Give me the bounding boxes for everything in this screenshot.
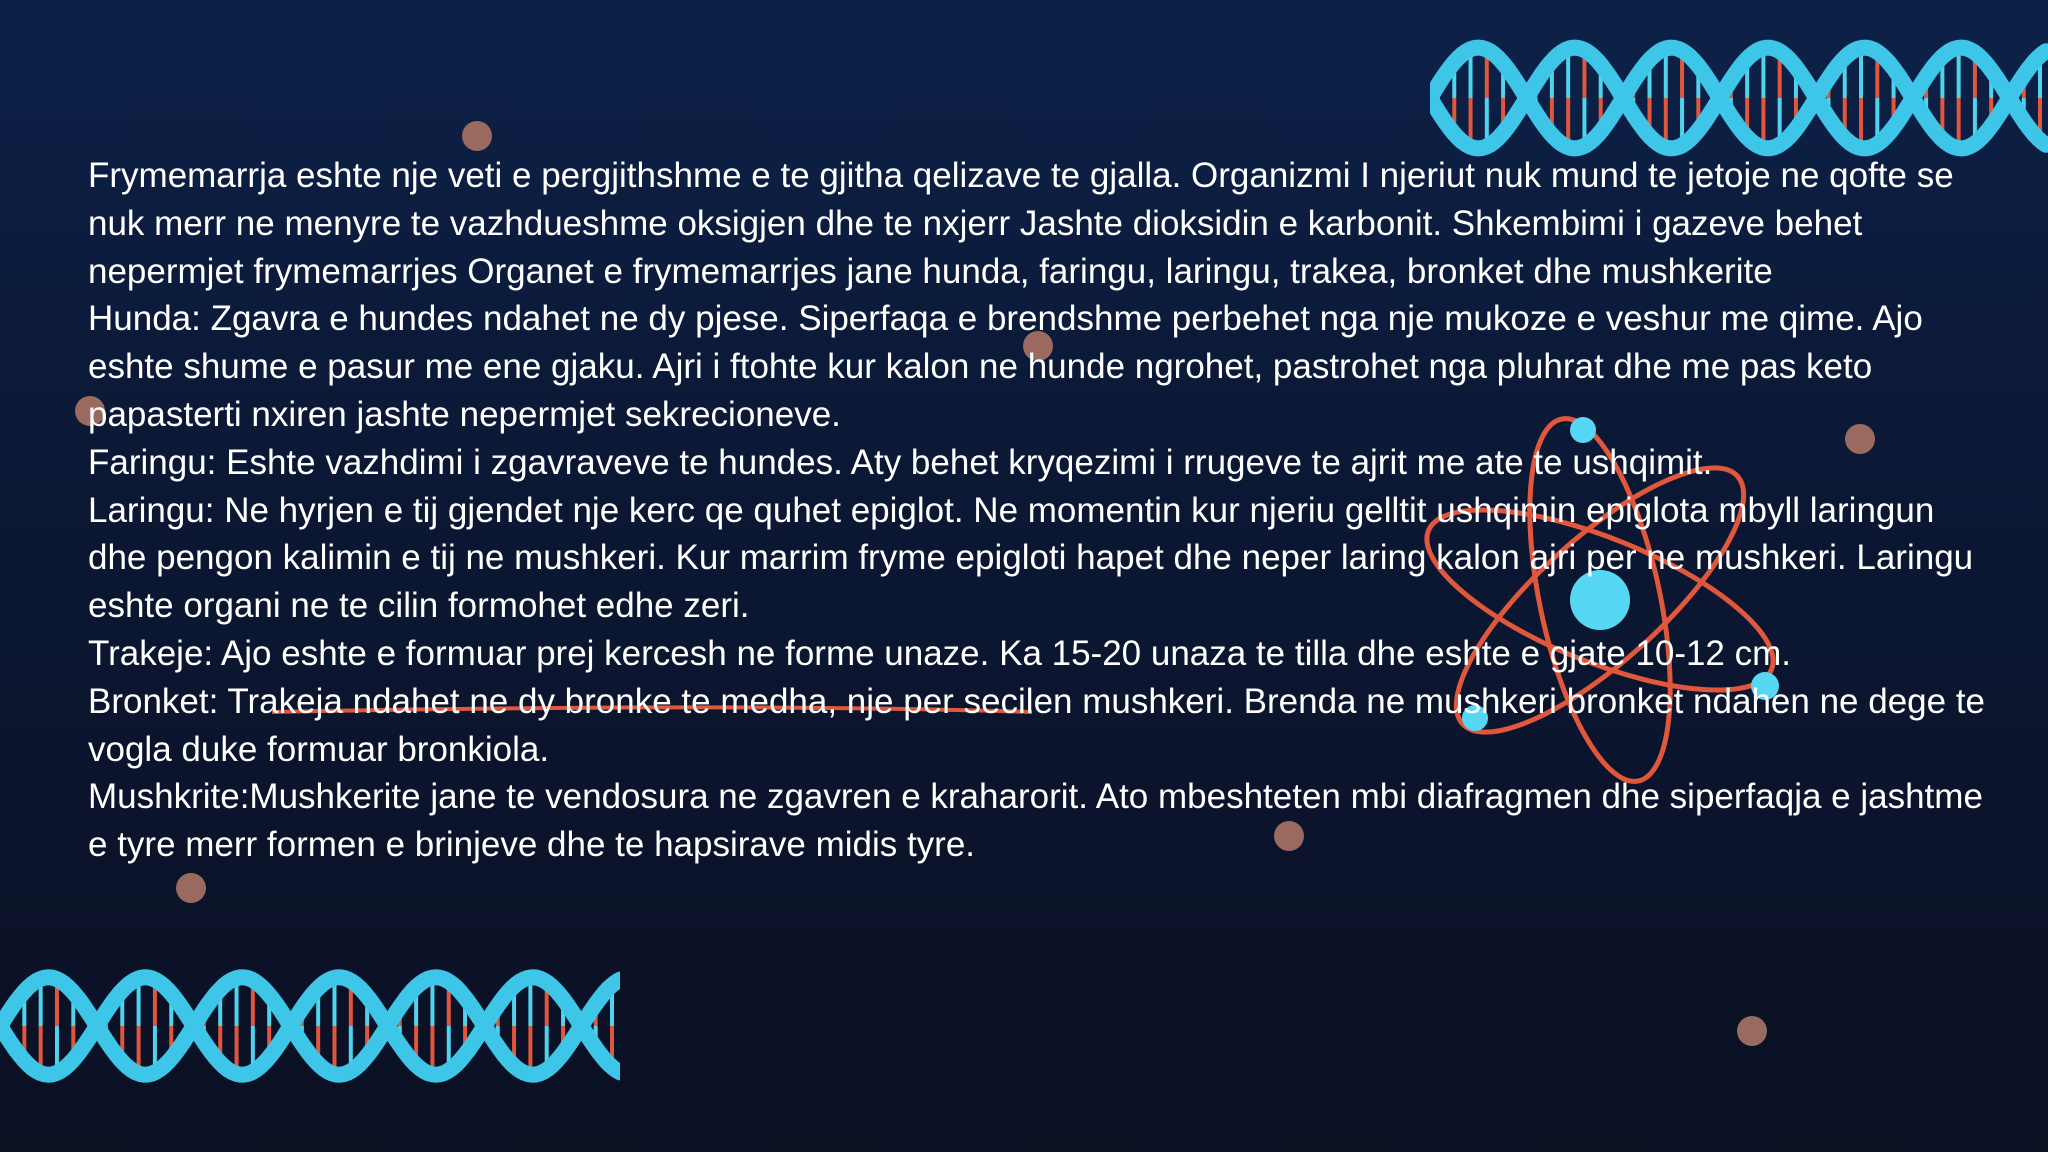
paragraph-faringu: Faringu: Eshte vazhdimi i zgavraveve te hundes. Aty behet kryqezimi i rrugeve te ajrit me ate te ushqimit. xyxy=(88,442,1713,482)
decorative-dot xyxy=(176,873,206,903)
paragraph-intro: Frymemarrja eshte nje veti e pergjithshme e te gjitha qelizave te gjalla. Organizmi I njeriut nuk mund te jetoje ne qofte se nuk merr ne menyre te vazhdueshme oksigjen dhe te nxjerr Jashte dioksidin e karbonit. Shkembimi i gazeve behet nepermjet frymemarrjes Organet e frymemarrjes jane hunda, faringu, laringu, trakea, bronket dhe mushkerite xyxy=(88,156,1954,291)
decorative-dot xyxy=(1737,1016,1767,1046)
paragraph-bronket: Bronket: Trakeja ndahet ne dy bronke te medha, nje per secilen mushkeri. Brenda ne mushkeri bronket ndahen ne dege te vogla duke formuar bronkiola. xyxy=(88,681,1986,769)
paragraph-mushkrite: Mushkrite:Mushkerite jane te vendosura ne zgavren e kraharorit. Ato mbeshteten mbi diafragmen dhe siperfaqja e jashtme e tyre merr formen e brinjeve dhe te hapsirave midis tyre. xyxy=(88,777,1983,865)
dna-icon xyxy=(1430,38,2048,158)
paragraph-trakeje: Trakeje: Ajo eshte e formuar prej kercesh ne forme unaze. Ka 15-20 unaza te tilla dhe eshte e gjate 10-12 cm. xyxy=(88,633,1792,673)
dna-icon xyxy=(0,968,620,1084)
slide-body-text xyxy=(88,152,1988,869)
paragraph-laringu: Laringu: Ne hyrjen e tij gjendet nje kerc qe quhet epiglot. Ne momentin kur njeriu gelltit ushqimin epiglota mbyll laringun dhe pengon kalimin e tij ne mushkeri. Kur marrim fryme epigloti hapet dhe neper laring kalon ajri per ne mushkeri. Laringu eshte organi ne te cilin formohet edhe zeri. xyxy=(88,490,1974,626)
decorative-dot xyxy=(462,121,492,151)
paragraph-hunda: Hunda: Zgavra e hundes ndahet ne dy pjese. Siperfaqa e brendshme perbehet nga nje mukoze e veshur me qime. Ajo eshte shume e pasur me ene gjaku. Ajri i ftohte kur kalon ne hunde ngrohet, pastrohet nga pluhrat dhe me pas keto papasterti nxiren jashte nepermjet sekrecioneve. xyxy=(88,299,1923,434)
